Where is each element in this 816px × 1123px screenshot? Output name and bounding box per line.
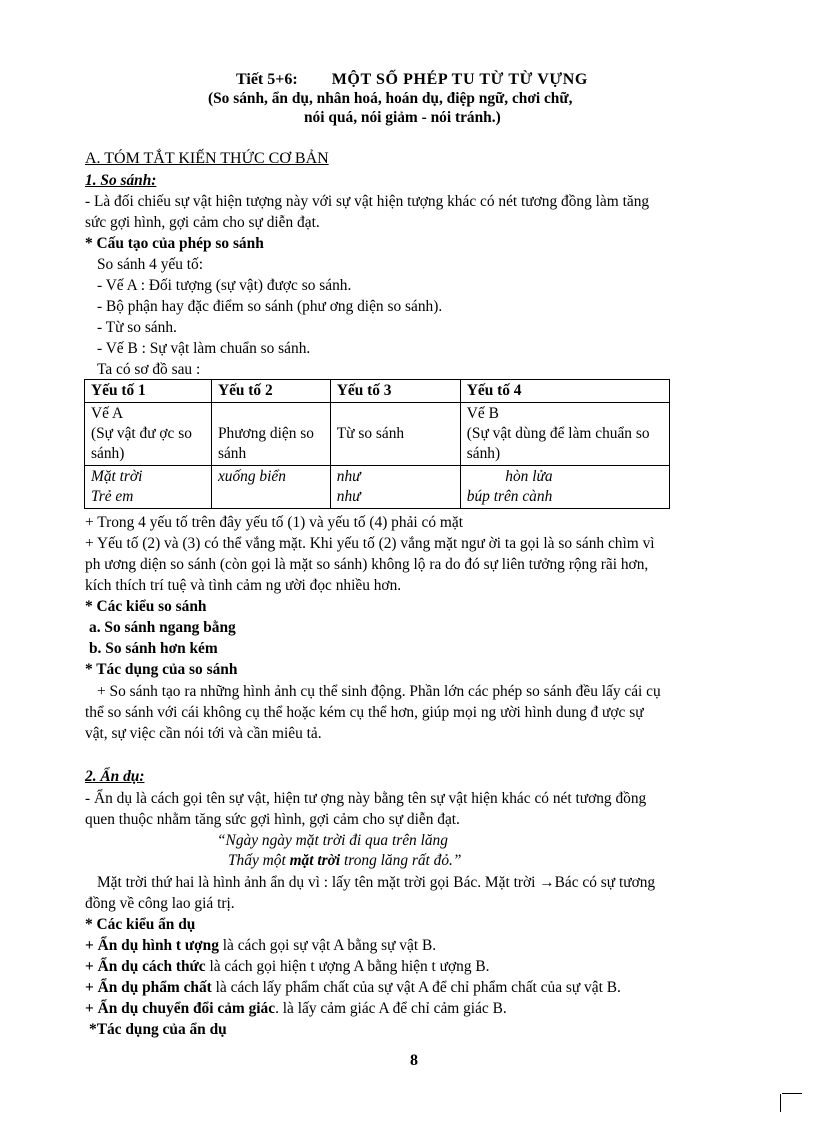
table-cell: xuống biển (211, 466, 330, 509)
note-line: + Yếu tố (2) và (3) có thể vắng mặt. Khi yếu tố (2) vắng mặt ngư ời ta gọi là so sánh chìm vì (85, 535, 655, 552)
yeu-to-item: - Vế A : Đối tượng (sự vật) được so sánh. (97, 277, 352, 294)
arrow-icon: → (539, 874, 555, 891)
cau-tao-heading: * Cấu tạo của phép so sánh (85, 235, 264, 252)
table-cell: như như (330, 466, 460, 509)
kieu-an-du-text: là cách lấy phẩm chất của sự vật A để chỉ phẩm chất của sự vật B. (211, 979, 621, 996)
yeu-to-item: - Từ so sánh. (97, 319, 177, 336)
note-line: ph ương diện so sánh (còn gọi là mặt so sánh) không lộ ra do đó sự liên tưởng rộng rãi hơn, (85, 556, 649, 573)
yeu-to-item: - Vế B : Sự vật làm chuẩn so sánh. (97, 340, 311, 357)
table-header-cell: Yếu tố 1 (85, 380, 212, 403)
table-row (85, 466, 670, 509)
kieu-so-sanh-b: b. So sánh hơn kém (89, 640, 218, 657)
so-sanh-definition-1: - Là đối chiếu sự vật hiện tượng này với sự vật hiện tượng khác có nét tương đồng làm tăng (85, 193, 650, 210)
kieu-so-sanh-a: a. So sánh ngang bằng (89, 619, 236, 636)
note-line: kích thích trí tuệ và tình cảm ng ười đọc nhiều hơn. (85, 577, 402, 594)
an-du-heading: 2. Ẩn dụ: (85, 768, 145, 785)
table-intro: Ta có sơ đồ sau : (97, 361, 201, 378)
yeu-to-item: - Bộ phận hay đặc điểm so sánh (phư ơng diện so sánh). (97, 298, 443, 315)
kieu-an-du-label: + Ẩn dụ chuyển đổi cảm giác (85, 1000, 276, 1017)
quote-emphasis: mặt trời (289, 852, 341, 869)
table-cell: Phương diện so sánh (211, 403, 330, 466)
an-du-explanation-1 (97, 874, 655, 892)
kieu-an-du-item (85, 958, 490, 976)
table-cell: Mặt trời Trẻ em (85, 466, 212, 509)
table-cell: Vế B (Sự vật dùng để làm chuẩn so sánh) (460, 403, 669, 466)
table-header-cell: Yếu tố 2 (211, 380, 330, 403)
table-header-cell: Yếu tố 3 (330, 380, 460, 403)
kieu-an-du-text: . là lấy cảm giác A để chỉ cảm giác B. (275, 1000, 507, 1017)
tac-dung-so-sanh-heading: * Tác dụng của so sánh (85, 661, 238, 678)
table-header-row (85, 380, 670, 403)
table-cell: Từ so sánh (330, 403, 460, 466)
quote-line-1: “Ngày ngày mặt trời đi qua trên lăng (217, 832, 448, 849)
an-du-definition-1: - Ẩn dụ là cách gọi tên sự vật, hiện tư ợng này bằng tên sự vật hiện khác có nét tương đồng (85, 790, 647, 807)
quote-text: Thấy một (228, 852, 290, 869)
tac-dung-line: vật, sự việc cần nói tới và cần miêu tả. (85, 725, 322, 742)
section-a-heading: A. TÓM TẮT KIẾN THỨC CƠ BẢN (85, 150, 329, 167)
table-cell: hòn lửa búp trên cành (460, 466, 669, 509)
quote-line-2 (228, 852, 461, 870)
crop-mark (780, 1094, 781, 1112)
so-sanh-definition-2: sức gợi hình, gợi cảm cho sự diễn đạt. (85, 214, 320, 231)
subtitle-line-2: nói quá, nói giảm - nói tránh.) (304, 109, 501, 126)
kieu-an-du-text: là cách gọi hiện t ượng A bằng hiện t ượng B. (205, 958, 490, 975)
crop-mark (782, 1093, 802, 1094)
kieu-an-du-item (85, 979, 621, 997)
tac-dung-line: + So sánh tạo ra những hình ảnh cụ thể sinh động. Phần lớn các phép so sánh đều lấy cái cụ (97, 683, 661, 700)
kieu-an-du-item (85, 1000, 507, 1018)
kieu-an-du-heading: * Các kiểu ẩn dụ (85, 916, 196, 933)
kieu-an-du-text: là cách gọi sự vật A bằng sự vật B. (218, 937, 437, 954)
tac-dung-line: thể so sánh với cái không cụ thể hoặc kém cụ thể hơn, giúp mọi ng ười hình dung đ ược sự (85, 704, 644, 721)
table-row (85, 403, 670, 466)
kieu-an-du-label: + Ẩn dụ cách thức (85, 958, 206, 975)
table-header-cell: Yếu tố 4 (460, 380, 669, 403)
table-cell: Vế A (Sự vật đư ợc so sánh) (85, 403, 212, 466)
lesson-title-line (236, 71, 588, 89)
lesson-title: MỘT SỐ PHÉP TU TỪ TỪ VỰNG (331, 71, 588, 88)
kieu-so-sanh-heading: * Các kiểu so sánh (85, 598, 207, 615)
quote-text: trong lăng rất đỏ.” (340, 852, 462, 869)
note-line: + Trong 4 yếu tố trên đây yếu tố (1) và yếu tố (4) phải có mặt (85, 514, 463, 531)
so-sanh-heading: 1. So sánh: (85, 172, 157, 189)
tac-dung-an-du-heading: *Tác dụng của ẩn dụ (89, 1021, 227, 1038)
kieu-an-du-item (85, 937, 436, 955)
explanation-text: Mặt trời thứ hai là hình ảnh ẩn dụ vì : lấy tên mặt trời gọi Bác. Mặt trời (97, 874, 540, 891)
kieu-an-du-label: + Ẩn dụ phẩm chất (85, 979, 212, 996)
page-number: 8 (410, 1052, 418, 1069)
subtitle-line-1: (So sánh, ẩn dụ, nhân hoá, hoán dụ, điệp ngữ, chơi chữ, (208, 90, 573, 107)
kieu-an-du-label: + Ẩn dụ hình t ượng (85, 937, 219, 954)
so-sanh-table (84, 379, 670, 509)
an-du-definition-2: quen thuộc nhằm tăng sức gợi hình, gợi cảm cho sự diễn đạt. (85, 811, 460, 828)
an-du-explanation-2: đồng về công lao giá trị. (85, 895, 235, 912)
lesson-prefix: Tiết 5+6: (236, 71, 298, 88)
explanation-text: Bác có sự tương (554, 874, 656, 891)
yeu-to-intro: So sánh 4 yếu tố: (97, 256, 204, 273)
